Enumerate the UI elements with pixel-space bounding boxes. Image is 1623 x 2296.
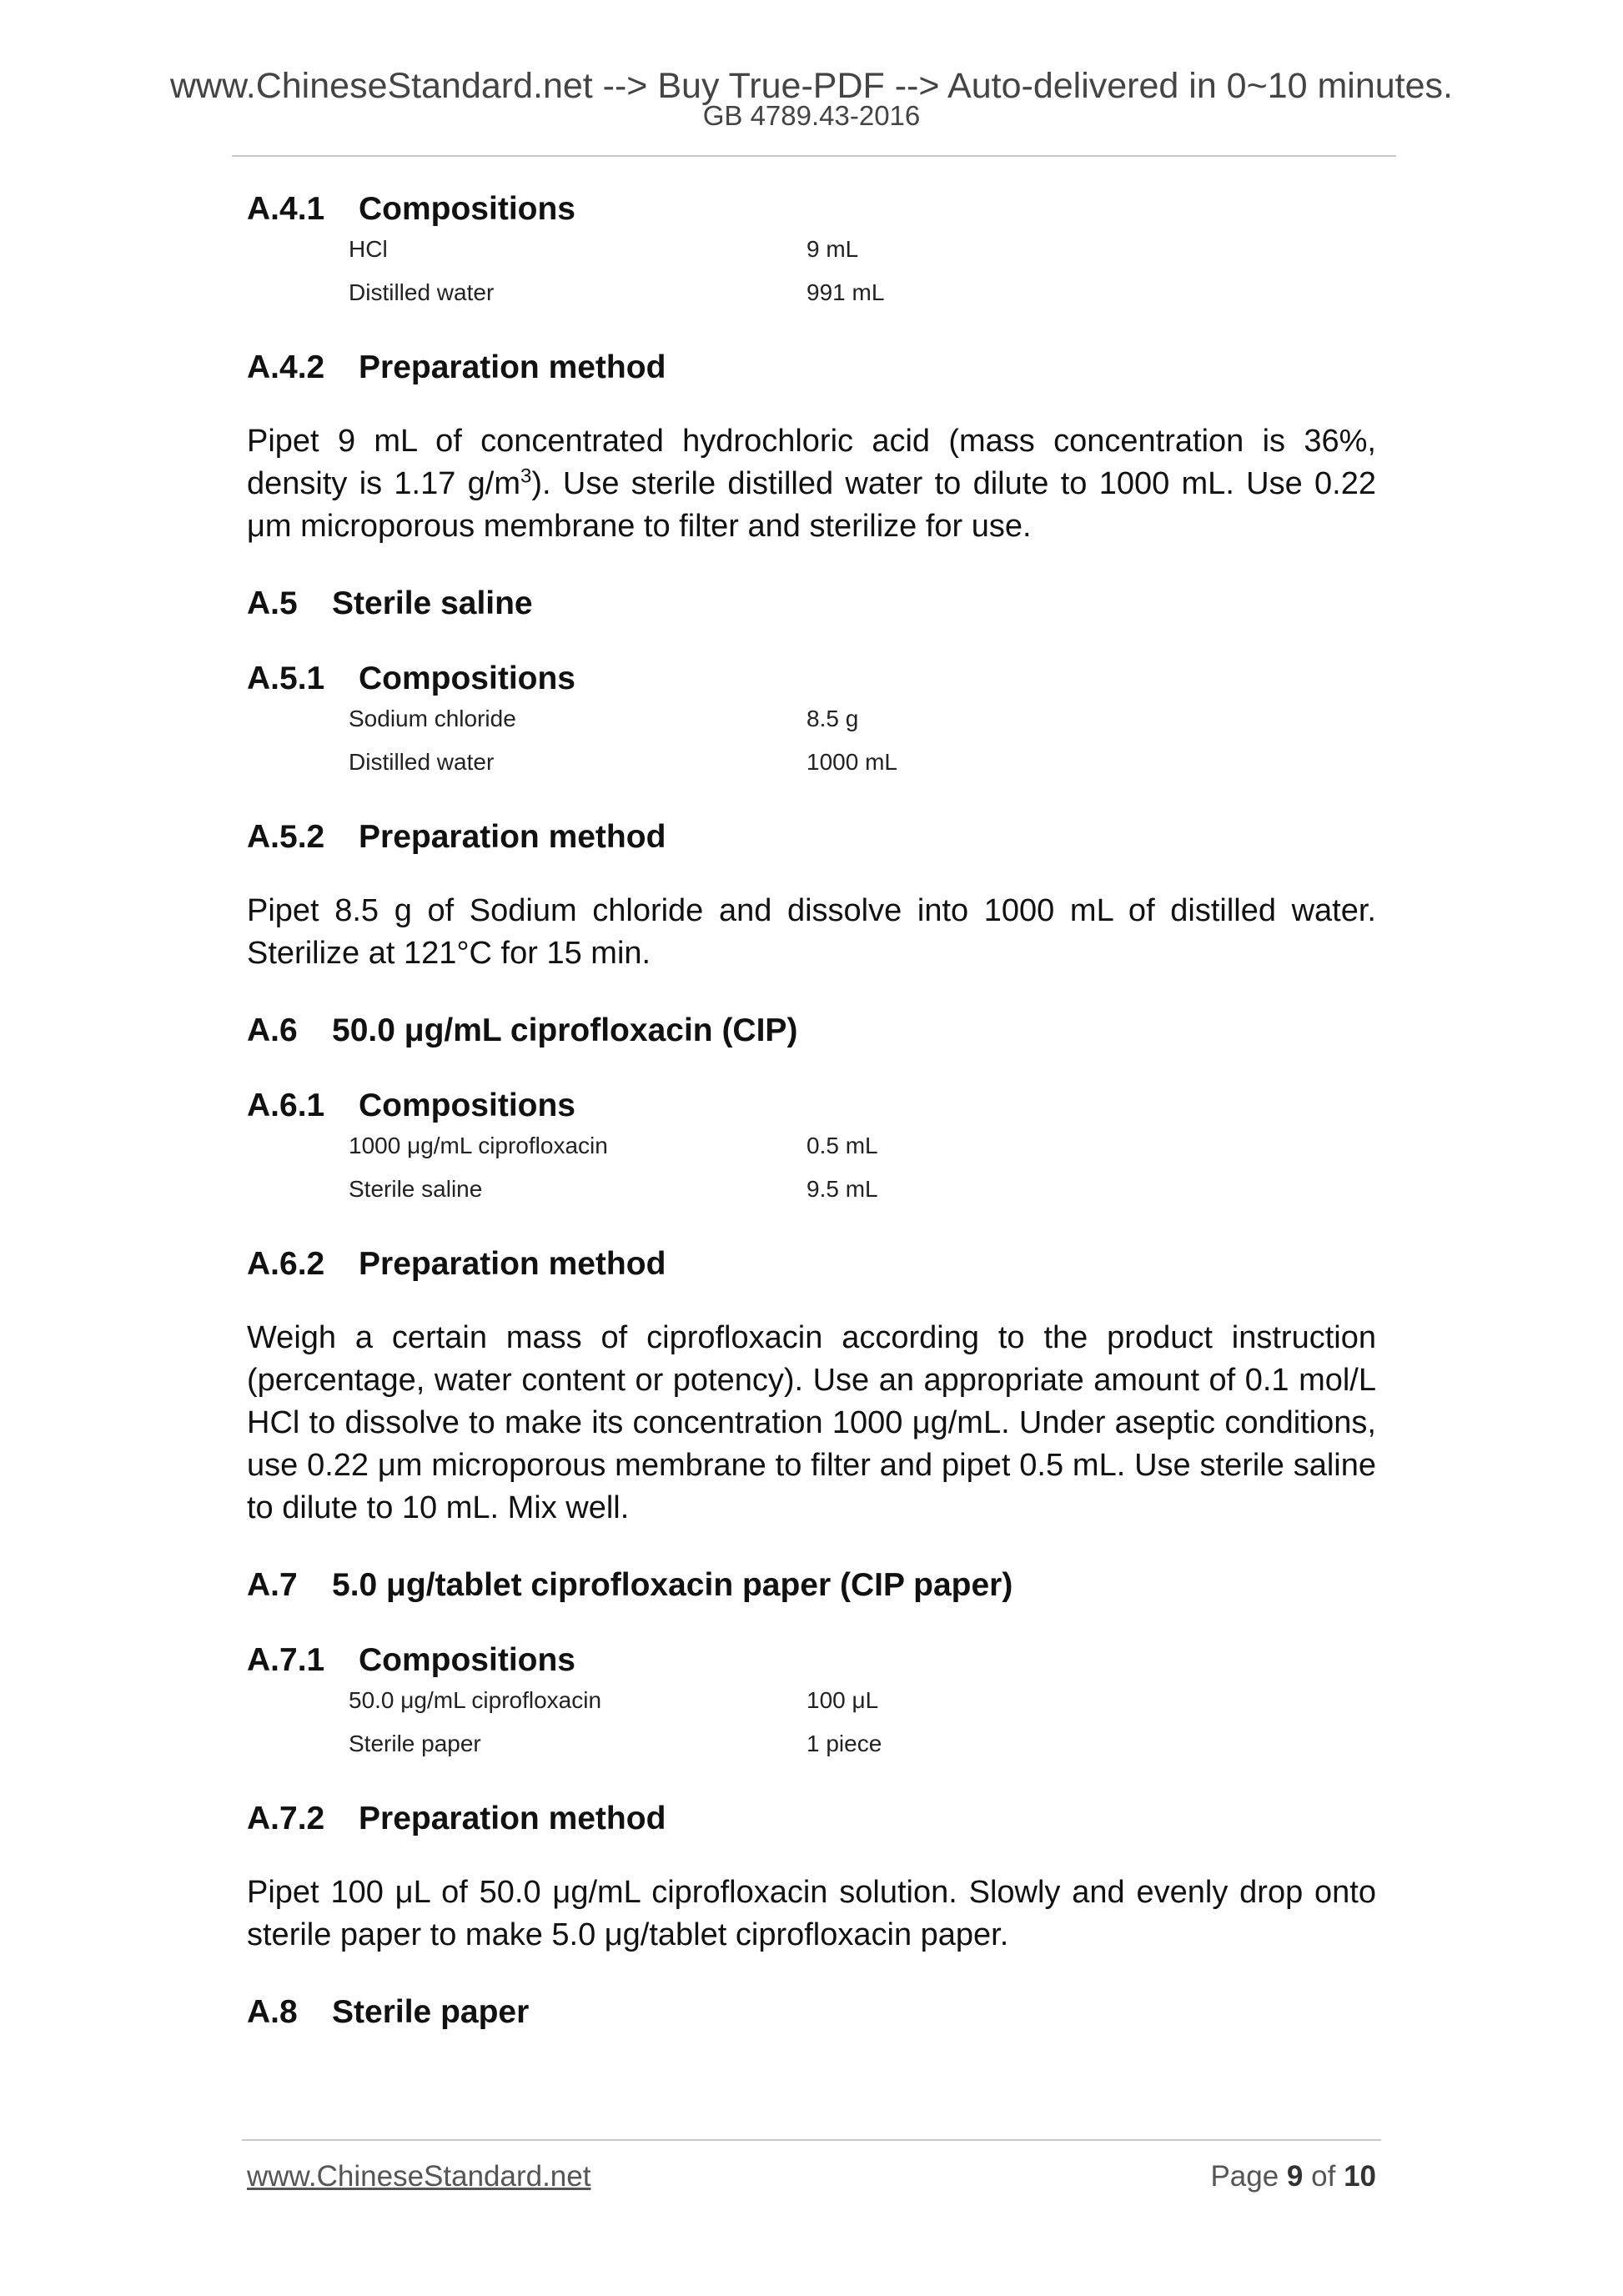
ingredient-name: Distilled water: [349, 279, 495, 305]
footer-site-link[interactable]: www.ChineseStandard.net: [247, 2160, 591, 2193]
table-row: [349, 279, 1376, 307]
table-row: [349, 235, 1376, 264]
header-divider: [232, 155, 1396, 157]
heading-a7: [247, 1566, 1376, 1605]
superscript: 3: [520, 465, 532, 488]
table-row: [349, 705, 1376, 733]
heading-title: Compositions: [359, 191, 575, 227]
ingredient-name: Sterile paper: [349, 1731, 481, 1756]
heading-number: A.6.1: [247, 1088, 325, 1123]
paragraph-a72: Pipet 100 μL of 50.0 μg/mL ciprofloxacin solution. Slowly and evenly drop onto sterile paper to make 5.0 μg/tablet ciprofloxacin paper.: [247, 1875, 1376, 1952]
document-body: [247, 190, 1376, 2032]
heading-a8: [247, 1993, 1376, 2032]
ingredient-name: Distilled water: [349, 749, 495, 775]
paragraph-text: Pipet 9 mL of concentrated hydrochloric acid (mass concentration is 36%, density is 1.17 g/m: [247, 424, 1376, 501]
heading-a62: [247, 1245, 1376, 1284]
composition-table-a41: [349, 235, 1376, 307]
composition-table-a61: [349, 1132, 1376, 1203]
ingredient-name: 50.0 μg/mL ciprofloxacin: [349, 1687, 602, 1713]
page-total: 10: [1344, 2160, 1376, 2193]
heading-a71: [247, 1641, 1376, 1680]
footer-divider: [242, 2139, 1381, 2141]
table-row: [349, 1132, 1376, 1160]
heading-title: Preparation method: [359, 349, 666, 385]
ingredient-amount: 1000 mL: [806, 749, 897, 775]
ingredient-name: HCl: [349, 236, 388, 262]
ingredient-amount: 100 μL: [806, 1687, 879, 1713]
heading-number: A.6: [247, 1012, 298, 1048]
heading-number: A.7.2: [247, 1801, 325, 1836]
heading-a72: [247, 1800, 1376, 1838]
heading-title: Sterile saline: [332, 585, 533, 621]
banner-text: www.ChineseStandard.net --> Buy True-PDF --> Auto-delivered in 0~10 minutes.: [169, 66, 1453, 106]
page-label: Page: [1210, 2160, 1279, 2193]
page-of-label: of: [1311, 2160, 1336, 2193]
heading-title: Compositions: [359, 1642, 575, 1678]
composition-table-a71: [349, 1686, 1376, 1758]
heading-title: Compositions: [359, 1088, 575, 1123]
heading-number: A.4.1: [247, 191, 325, 227]
paragraph-a42: [247, 420, 1376, 548]
heading-title: 5.0 μg/tablet ciprofloxacin paper (CIP paper): [332, 1567, 1013, 1603]
heading-a51: [247, 660, 1376, 698]
table-row: [349, 1175, 1376, 1203]
ingredient-amount: 8.5 g: [806, 706, 859, 731]
heading-number: A.5.2: [247, 819, 325, 855]
heading-number: A.5: [247, 585, 298, 621]
ingredient-amount: 9.5 mL: [806, 1176, 878, 1202]
heading-a42: [247, 349, 1376, 387]
heading-title: Preparation method: [359, 819, 666, 855]
ingredient-amount: 991 mL: [806, 279, 885, 305]
ingredient-name: Sterile saline: [349, 1176, 483, 1202]
paragraph-a52: Pipet 8.5 g of Sodium chloride and dissolve into 1000 mL of distilled water. Sterilize at 121°C for 15 min.: [247, 893, 1376, 971]
heading-title: Compositions: [359, 661, 575, 696]
heading-a61: [247, 1087, 1376, 1125]
paragraph-text: ). Use sterile distilled water to dilute to 1000 mL. Use 0.22 μm microporous membrane to filter and sterilize for use.: [247, 466, 1376, 544]
composition-table-a51: [349, 705, 1376, 776]
table-row: [349, 748, 1376, 776]
heading-a6: [247, 1012, 1376, 1050]
heading-number: A.7: [247, 1567, 298, 1603]
paragraph-a62: Weigh a certain mass of ciprofloxacin according to the product instruction (percentage, water content or potency). Use an appropriate amount of 0.1 mol/L HCl to dissolve to make its concentration 1000 μg/mL. Under aseptic conditions, use 0.22 μm microporous membrane to filter and pipet 0.5 mL. Use sterile saline to dilute to 10 mL. Mix well.: [247, 1320, 1376, 1525]
heading-title: Preparation method: [359, 1801, 666, 1836]
heading-title: Preparation method: [359, 1246, 666, 1282]
table-row: [349, 1686, 1376, 1715]
heading-number: A.8: [247, 1994, 298, 2030]
heading-number: A.4.2: [247, 349, 325, 385]
heading-number: A.5.1: [247, 661, 325, 696]
heading-number: A.7.1: [247, 1642, 325, 1678]
ingredient-amount: 0.5 mL: [806, 1133, 878, 1158]
ingredient-name: 1000 μg/mL ciprofloxacin: [349, 1133, 608, 1158]
ingredient-amount: 9 mL: [806, 236, 859, 262]
heading-number: A.6.2: [247, 1246, 325, 1282]
heading-title: 50.0 μg/mL ciprofloxacin (CIP): [332, 1012, 798, 1048]
page-indicator: [1210, 2159, 1376, 2194]
table-row: [349, 1730, 1376, 1758]
standard-code: GB 4789.43-2016: [702, 100, 921, 131]
ingredient-name: Sodium chloride: [349, 706, 516, 731]
heading-a5: [247, 585, 1376, 623]
heading-a52: [247, 818, 1376, 857]
page-current: 9: [1286, 2160, 1304, 2193]
heading-a41: [247, 190, 1376, 229]
ingredient-amount: 1 piece: [806, 1731, 882, 1756]
heading-title: Sterile paper: [332, 1994, 530, 2030]
